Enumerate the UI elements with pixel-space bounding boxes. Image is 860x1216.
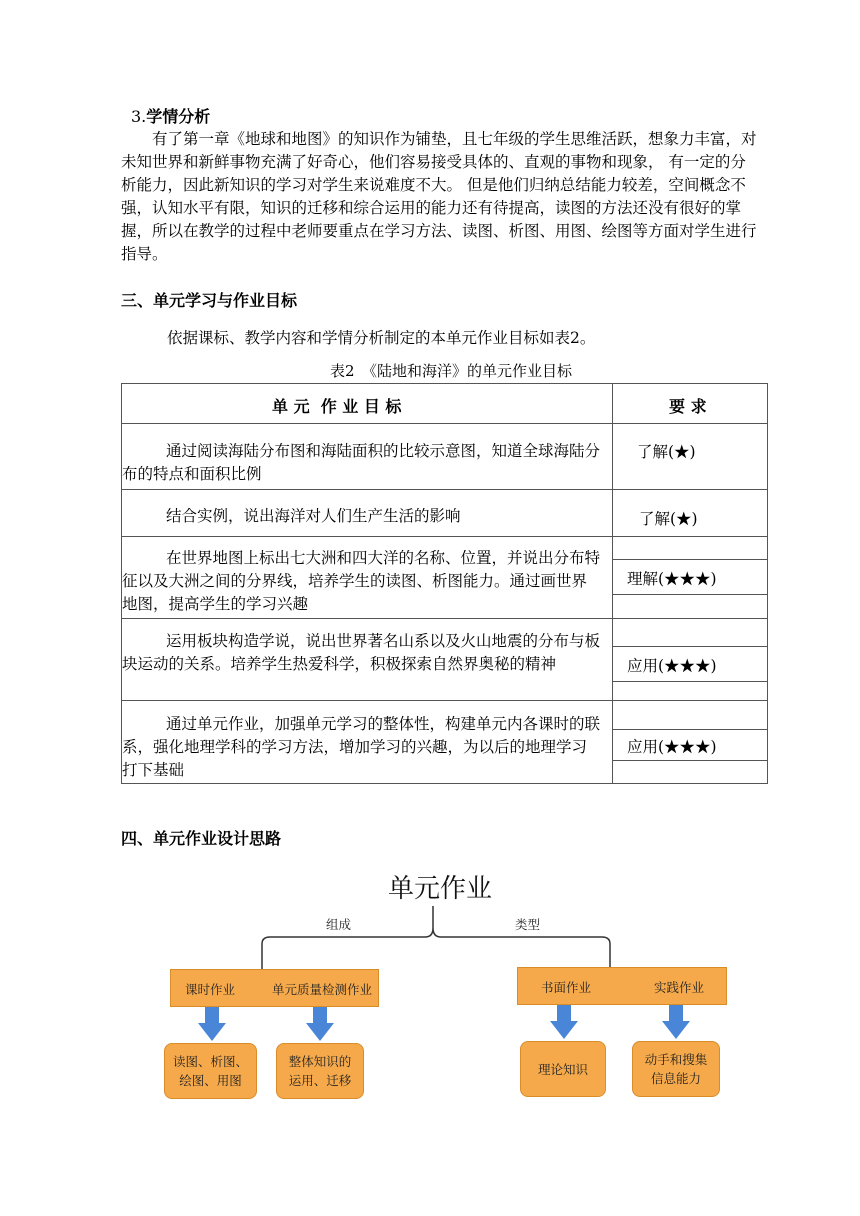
brace-path	[262, 906, 610, 972]
bar-item-unit-test-homework: 单元质量检测作业	[272, 982, 373, 997]
label-type: 类型	[515, 917, 541, 932]
table-row-requirement: 理解(★★★)	[627, 570, 717, 588]
composition-bar	[170, 969, 379, 1007]
table-row-requirement: 了解(★)	[639, 510, 698, 528]
diagram-root-title: 单元作业	[388, 874, 493, 904]
table-row-goal: 通过阅读海陆分布图和海陆面积的比较示意图，知道全球海陆分布的特点和面积比例	[122, 442, 601, 483]
label-composition: 组成	[326, 917, 352, 932]
table-row-goal: 运用板块构造学说，说出世界著名山系以及火山地震的分布与板块运动的关系。培养学生热爱科学，积极探索自然界奥秘的精神	[122, 632, 601, 673]
header-requirement: 要 求	[669, 397, 707, 416]
leaf-map-skills: 读图、析图、 绘图、用图	[164, 1043, 257, 1099]
section3-heading	[131, 104, 210, 127]
down-arrow-3	[550, 1005, 578, 1039]
table-row-requirement: 应用(★★★)	[627, 657, 717, 675]
leaf-knowledge-transfer: 整体知识的 运用、迁移	[276, 1043, 364, 1099]
heading-four: 四、单元作业设计思路	[121, 829, 282, 848]
table-row-goal: 在世界地图上标出七大洲和四大洋的名称、位置，并说出分布特征以及大洲之间的分界线，培养学生的读图、析图能力。通过画世界地图，提高学生的学习兴趣	[122, 549, 601, 613]
type-bar	[517, 967, 727, 1005]
section3-title: 学情分析	[146, 107, 211, 126]
intro-text: 依据课标、教学内容和学情分析制定的本单元作业目标如表2。	[167, 329, 596, 347]
down-arrow-1	[198, 1007, 226, 1041]
table-row-requirement: 应用(★★★)	[627, 738, 717, 756]
table-caption: 表2 《陆地和海洋》的单元作业目标	[330, 362, 573, 380]
section3-number: 3.	[131, 107, 147, 126]
header-goal: 单 元 作 业 目 标	[272, 397, 402, 416]
bar-item-practice-homework: 实践作业	[654, 980, 705, 995]
down-arrow-2	[306, 1007, 334, 1041]
bar-item-lesson-homework: 课时作业	[185, 982, 236, 997]
bar-item-written-homework: 书面作业	[541, 980, 592, 995]
leaf-hands-on: 动手和搜集 信息能力	[632, 1041, 720, 1097]
down-arrow-4	[662, 1005, 690, 1039]
leaf-theory: 理论知识	[520, 1041, 606, 1097]
table-row-goal: 通过单元作业，加强单元学习的整体性，构建单元内各课时的联系，强化地理学科的学习方法，增加学习的兴趣，为以后的地理学习打下基础	[122, 715, 601, 779]
homework-diagram	[150, 860, 750, 1110]
heading-three: 三、单元学习与作业目标	[121, 291, 298, 310]
section3-paragraph: 有了第一章《地球和地图》的知识作为铺垫，且七年级的学生思维活跃，想象力丰富，对未知世界和新鲜事物充满了好奇心，他们容易接受具体的、直观的事物和现象， 有一定的分析能力，因此新知识的学习对学生来说难度不大。 但是他们归纳总结能力较差，空间概念不强，认知水平有限，知识的迁移和综合运用的能力还有待提高，读图的方法还没有很好的掌握，所以在教学的过程中老师要重点在学习方法、读图、析图、用图、绘图等方面对学生进行指导。	[121, 130, 757, 263]
table-row-requirement: 了解(★)	[637, 443, 696, 461]
goals-table	[121, 383, 768, 784]
table-row-goal: 结合实例，说出海洋对人们生产生活的影响	[166, 507, 461, 525]
